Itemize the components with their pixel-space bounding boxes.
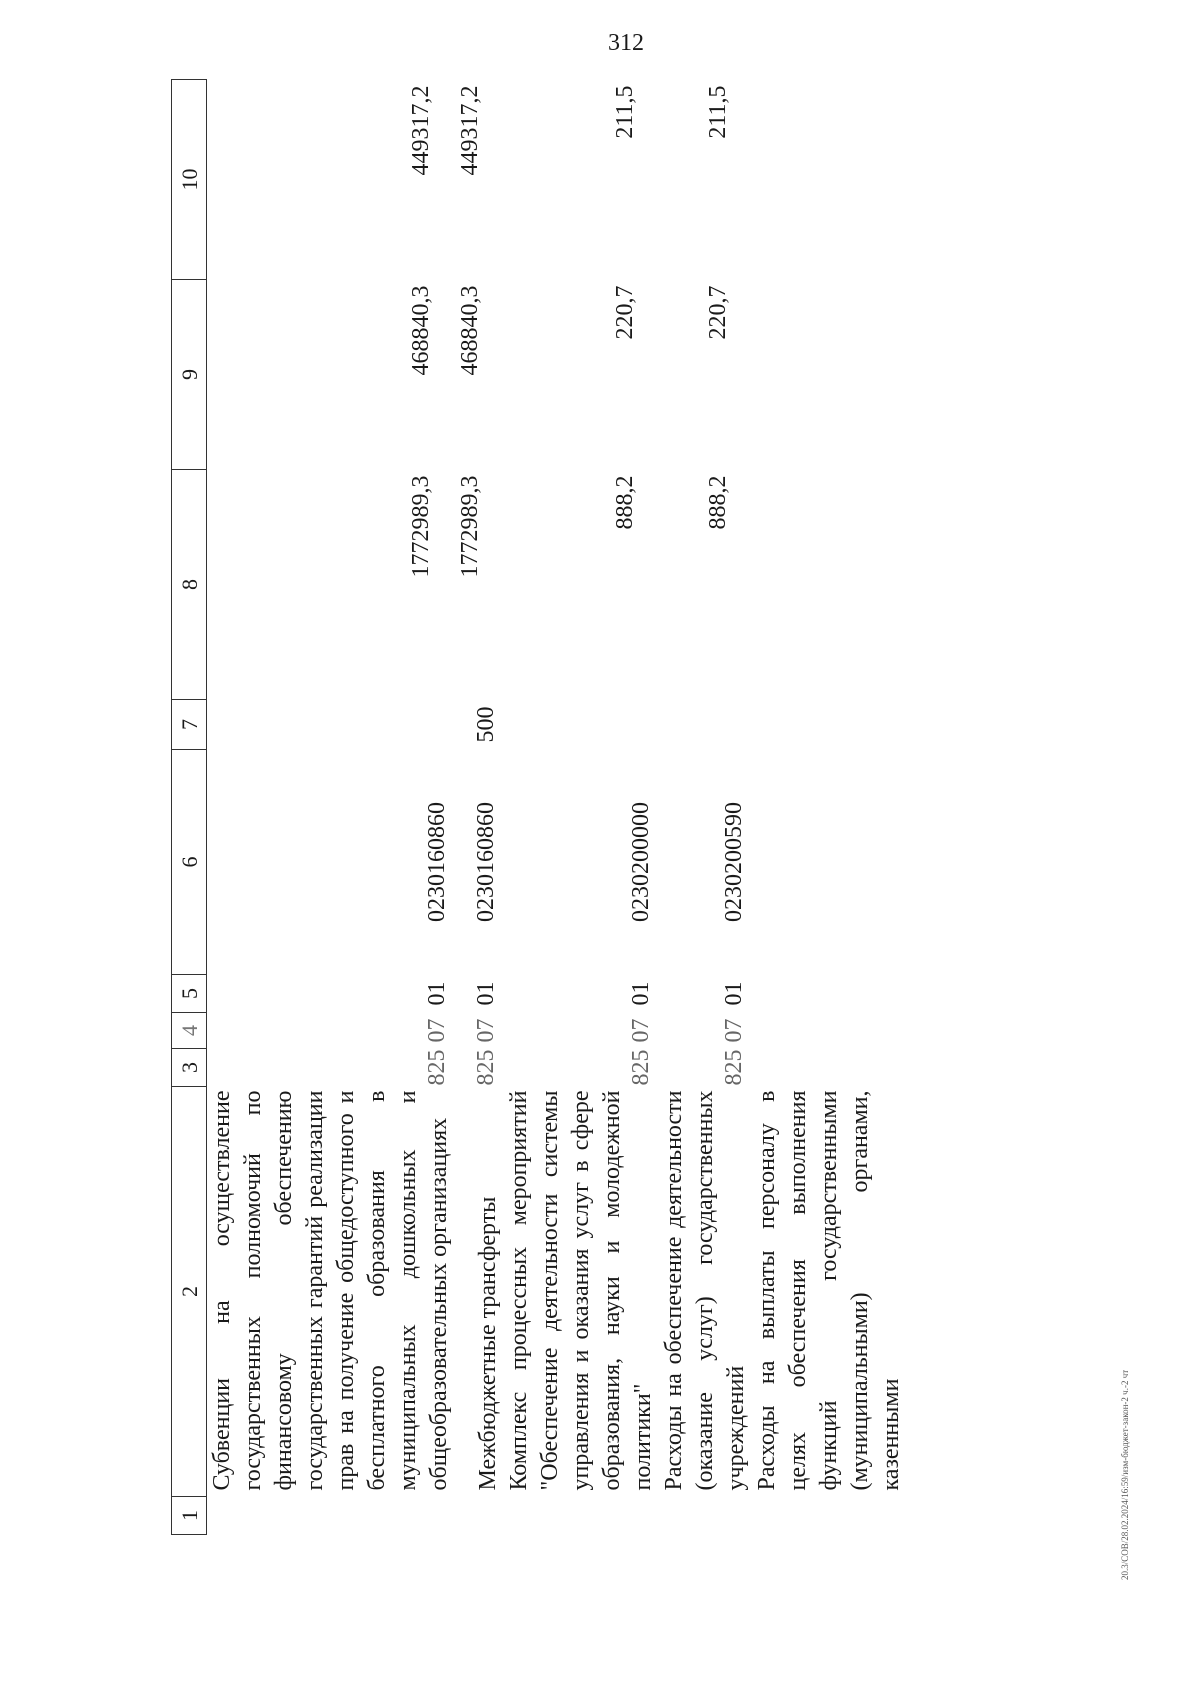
- header-cell: 10: [172, 80, 207, 280]
- cell-c9: [752, 280, 907, 470]
- cell-c3: 825: [721, 1049, 747, 1086]
- table-row: [504, 80, 659, 1535]
- cell-c7: [207, 700, 456, 750]
- cell-c6: [752, 750, 907, 975]
- cell-c6: 0230160860: [424, 802, 450, 922]
- header-cell: 9: [172, 280, 207, 470]
- cell-c3: 825: [628, 1049, 654, 1086]
- cell-c9: 220,7: [612, 285, 638, 340]
- cell-c8: 1772989,3: [457, 475, 483, 578]
- table-header-row: [172, 80, 207, 1535]
- row-name: Комплекс процессных мероприятий "Обеспечение деятельности системы управления и оказания услуг в сфере образования, науки и молодежной политики": [506, 1090, 656, 1491]
- cell-c10: [752, 80, 907, 280]
- cell-c4: 07: [721, 1018, 747, 1043]
- table-row: [455, 80, 504, 1535]
- cell-c6: 0230160860: [473, 802, 499, 922]
- cell-c10: 211,5: [612, 85, 638, 139]
- cell-c3: 825: [473, 1049, 499, 1086]
- cell-c9: 468840,3: [408, 285, 434, 376]
- footer-code: 20.3/СОВ/28.02.2024/16:59/изм-бюджет-закон-2 ч.-2 чт: [1120, 1369, 1130, 1580]
- cell-c5: 01: [628, 981, 654, 1006]
- cell-c7: [659, 700, 752, 750]
- row-name: Расходы на выплаты персоналу в целях обеспечения выполнения функций государственными (муниципальными) органами, казенными: [754, 1090, 904, 1491]
- header-cell: 1: [172, 1497, 207, 1535]
- header-cell: 7: [172, 700, 207, 750]
- cell-c10: 449317,2: [457, 85, 483, 176]
- cell-c5: 01: [473, 981, 499, 1006]
- header-cell: 2: [172, 1087, 207, 1497]
- table-row: [207, 80, 456, 1535]
- cell-c9: 468840,3: [457, 285, 483, 376]
- cell-c4: 07: [628, 1018, 654, 1043]
- cell-c9: 220,7: [705, 285, 731, 340]
- header-cell: 8: [172, 470, 207, 700]
- header-cell: 5: [172, 975, 207, 1013]
- cell-c7: [752, 700, 907, 750]
- row-name: Межбюджетные трансферты: [475, 1196, 501, 1491]
- row-name: Расходы на обеспечение деятельности (оказание услуг) государственных учреждений: [661, 1090, 749, 1491]
- cell-c5: 01: [721, 981, 747, 1006]
- header-cell: 4: [172, 1013, 207, 1049]
- cell-c3: 825: [424, 1049, 450, 1086]
- cell-c3: [752, 1049, 907, 1087]
- cell-c10: 211,5: [705, 85, 731, 139]
- header-cell: 3: [172, 1049, 207, 1087]
- table-row: [659, 80, 752, 1535]
- cell-c8: 888,2: [612, 475, 638, 530]
- cell-c8: 888,2: [705, 475, 731, 530]
- cell-c8: [752, 470, 907, 700]
- page-number: 312: [608, 30, 644, 56]
- cell-c4: 07: [473, 1018, 499, 1043]
- cell-c4: [752, 1013, 907, 1049]
- cell-c4: 07: [424, 1018, 450, 1043]
- row-name: Субвенции на осуществление государственных полномочий по финансовому обеспечению государственных гарантий реализации прав на получение общедоступного и бесплатного образования в муниципальных дошкольных и общеобразовательных организациях: [209, 1090, 452, 1491]
- budget-table-rotated: [171, 80, 904, 1535]
- cell-c5: 01: [424, 981, 450, 1006]
- cell-c6: 0230200590: [721, 802, 747, 922]
- cell-c7: [504, 700, 659, 750]
- cell-c8: 1772989,3: [408, 475, 434, 578]
- cell-c7: 500: [473, 706, 499, 743]
- table-row: [752, 80, 907, 1535]
- cell-c6: 0230200000: [628, 802, 654, 922]
- cell-c5: [752, 975, 907, 1013]
- header-cell: 6: [172, 750, 207, 975]
- cell-c10: 449317,2: [408, 85, 434, 176]
- budget-table: [171, 79, 907, 1535]
